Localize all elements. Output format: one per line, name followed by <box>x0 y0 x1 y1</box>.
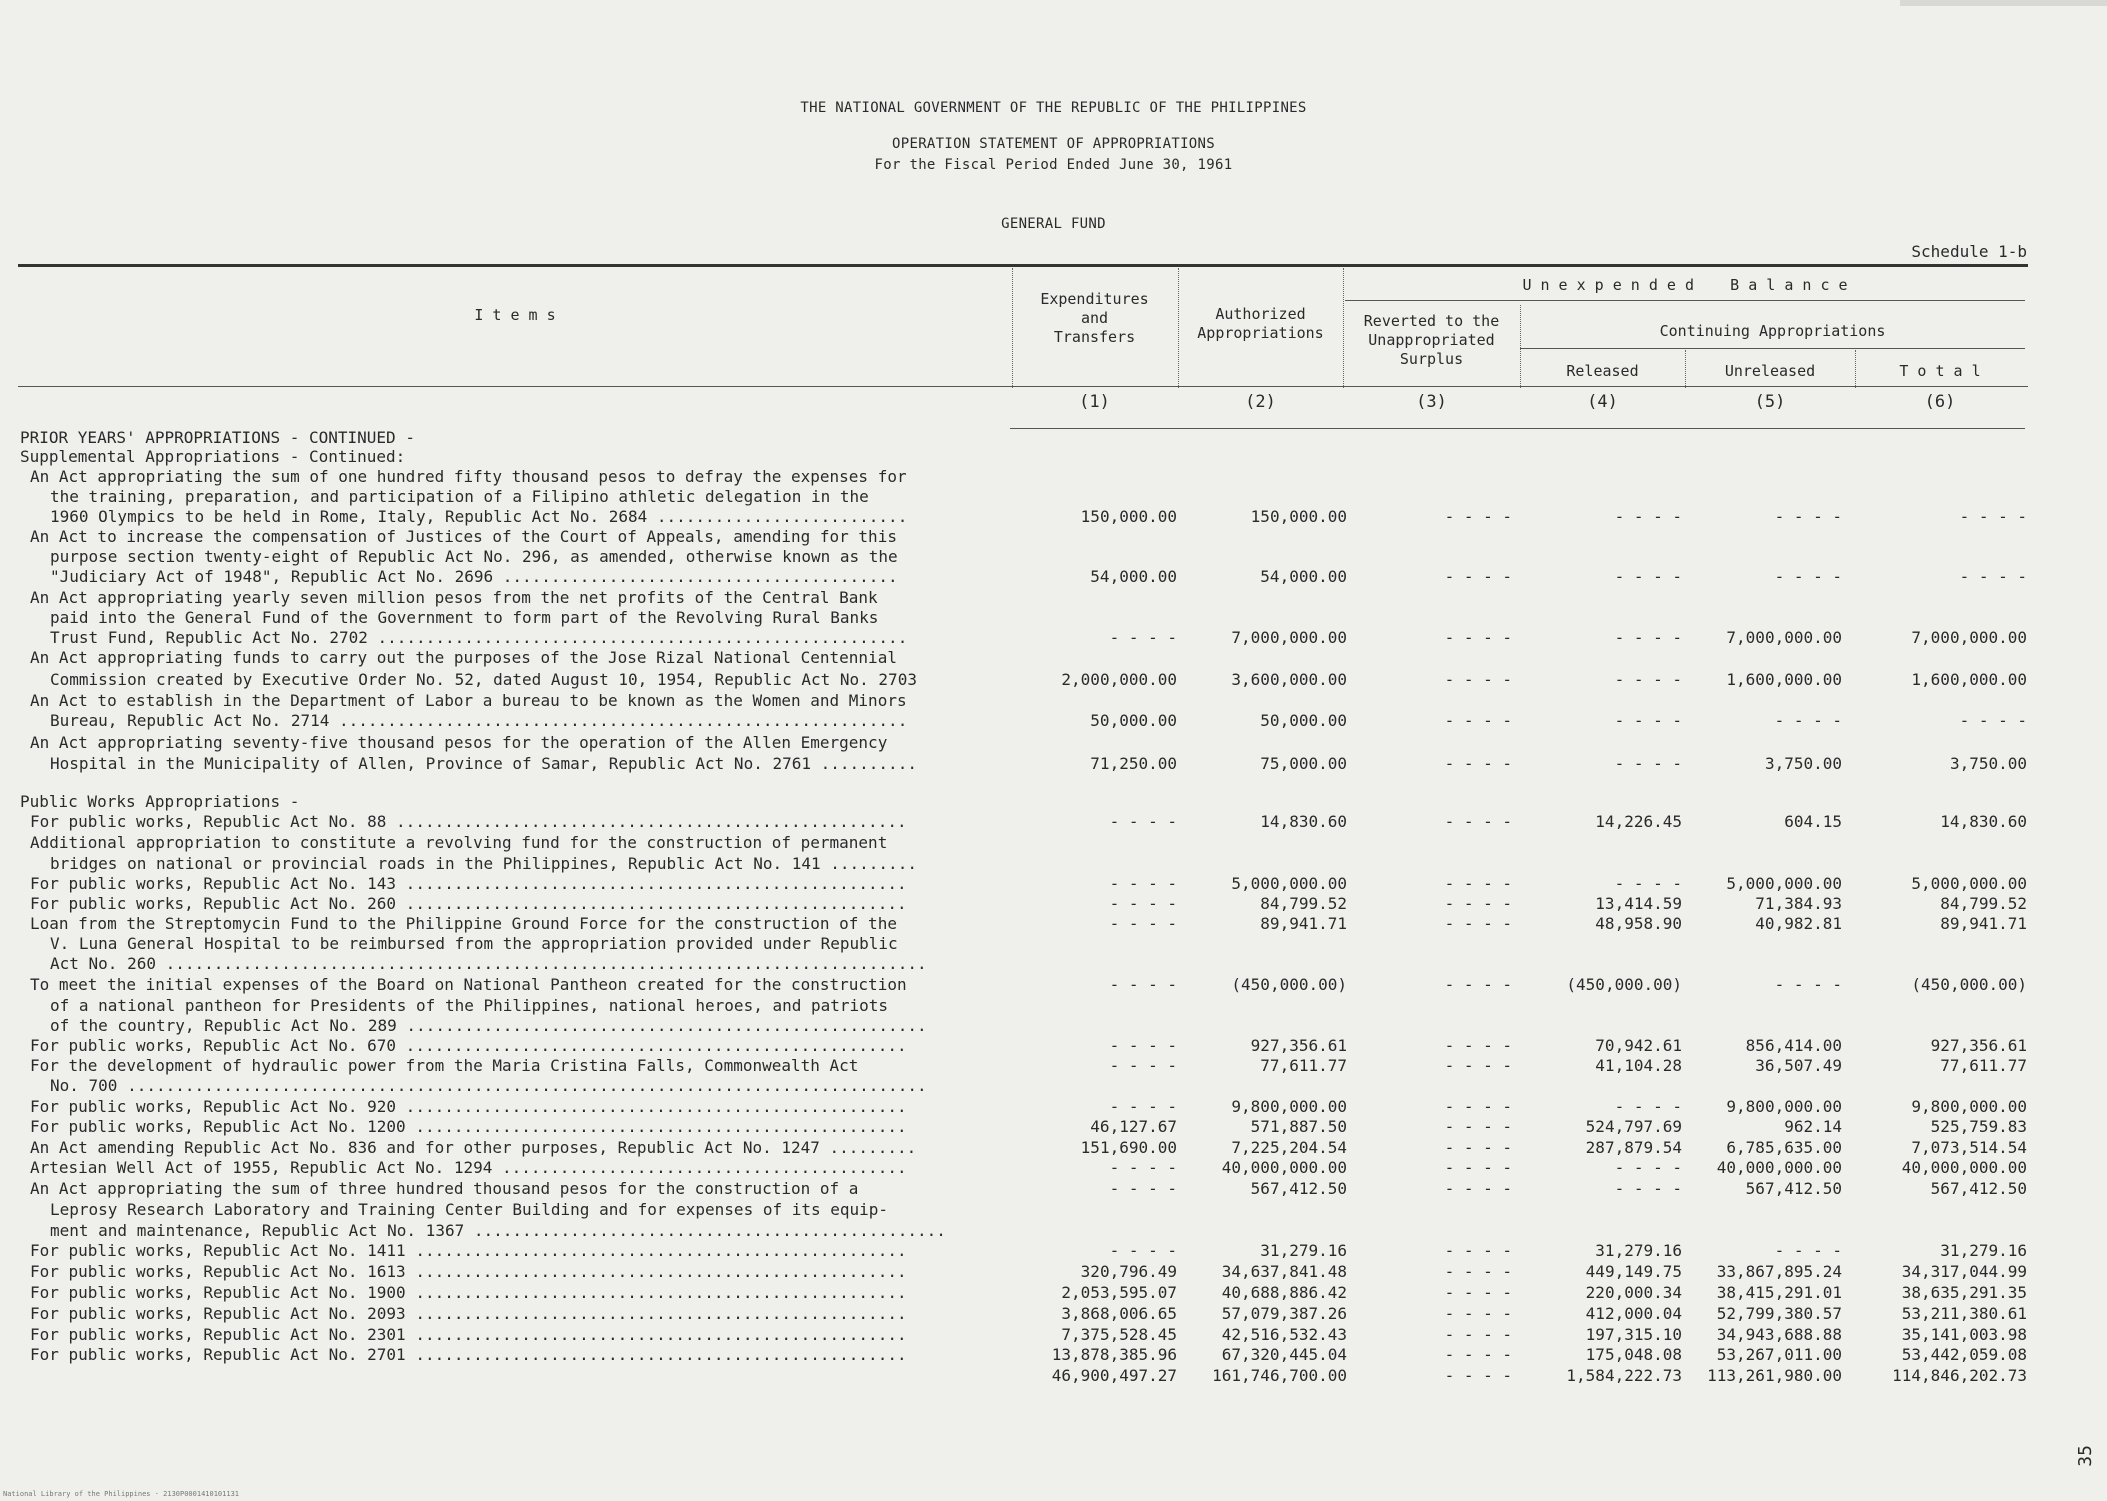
column-number-1: (1) <box>1079 392 1110 412</box>
row-value-col3: - - - - <box>1444 1366 1512 1385</box>
row-item-text: Hospital in the Municipality of Allen, Province of Samar, Republic Act No. 2761 .......... <box>50 754 917 773</box>
table-row <box>0 934 2107 954</box>
row-value-col5: - - - - <box>1774 975 1842 994</box>
row-value-col4: - - - - <box>1614 1097 1682 1116</box>
row-value-col4: - - - - <box>1614 507 1682 526</box>
table-row <box>0 1117 2107 1137</box>
row-item-text: "Judiciary Act of 1948", Republic Act No. 2696 ......................................... <box>50 567 898 586</box>
row-item-text: For public works, Republic Act No. 1200 ................................................... <box>30 1117 907 1136</box>
row-value-col4: 1,584,222.73 <box>1566 1366 1682 1385</box>
row-value-col5: 6,785,635.00 <box>1726 1138 1842 1157</box>
row-value-col3: - - - - <box>1444 1345 1512 1364</box>
row-value-col4: - - - - <box>1614 874 1682 893</box>
row-value-col5: - - - - <box>1774 1241 1842 1260</box>
row-value-col5: 33,867,895.24 <box>1716 1262 1842 1281</box>
row-value-col5: 567,412.50 <box>1745 1179 1842 1198</box>
report-heading-period: For the Fiscal Period Ended June 30, 1961 <box>874 157 1233 173</box>
table-row <box>0 1262 2107 1282</box>
table-row <box>0 1366 2107 1386</box>
row-item-text: For public works, Republic Act No. 2701 ................................................... <box>30 1345 907 1364</box>
table-row <box>0 1325 2107 1345</box>
row-value-col1: 3,868,006.65 <box>1061 1304 1177 1323</box>
continuing-appropriations-header: Continuing Appropriations <box>1659 322 1886 340</box>
row-value-col5: 1,600,000.00 <box>1726 670 1842 689</box>
row-item-text: bridges on national or provincial roads in the Philippines, Republic Act No. 141 ......... <box>50 854 917 873</box>
row-value-col2: 927,356.61 <box>1250 1036 1347 1055</box>
row-value-col6: 567,412.50 <box>1930 1179 2027 1198</box>
table-row <box>0 1076 2107 1096</box>
table-row <box>0 833 2107 853</box>
row-value-col2: (450,000.00) <box>1231 975 1347 994</box>
row-value-col3: - - - - <box>1444 1179 1512 1198</box>
column-number-3: (3) <box>1416 392 1447 412</box>
row-value-col2: 77,611.77 <box>1260 1056 1347 1075</box>
row-item-text: For public works, Republic Act No. 2301 ................................................... <box>30 1325 907 1344</box>
table-row <box>0 1304 2107 1324</box>
reverted-header-line2: Unappropriated <box>1368 331 1495 349</box>
table-row <box>0 1221 2107 1241</box>
row-value-col2: 31,279.16 <box>1260 1241 1347 1260</box>
table-row <box>0 467 2107 487</box>
items-column-header: I t e m s <box>474 306 556 324</box>
row-value-col6: 9,800,000.00 <box>1911 1097 2027 1116</box>
row-value-col2: 3,600,000.00 <box>1231 670 1347 689</box>
row-value-col5: 52,799,380.57 <box>1716 1304 1842 1323</box>
row-value-col1: 71,250.00 <box>1090 754 1177 773</box>
row-value-col6: - - - - <box>1959 711 2027 730</box>
row-item-text: PRIOR YEARS' APPROPRIATIONS - CONTINUED - <box>20 428 415 447</box>
row-value-col4: - - - - <box>1614 670 1682 689</box>
row-value-col1: 54,000.00 <box>1090 567 1177 586</box>
table-row <box>0 1200 2107 1220</box>
row-item-text: 1960 Olympics to be held in Rome, Italy, Republic Act No. 2684 .......................... <box>50 507 908 526</box>
row-value-col6: 5,000,000.00 <box>1911 874 2027 893</box>
table-row <box>0 854 2107 874</box>
row-value-col4: - - - - <box>1614 754 1682 773</box>
row-value-col5: 71,384.93 <box>1755 894 1842 913</box>
table-row <box>0 812 2107 832</box>
row-value-col1: - - - - <box>1109 1179 1177 1198</box>
row-value-col1: 13,878,385.96 <box>1051 1345 1177 1364</box>
row-value-col6: 3,750.00 <box>1949 754 2027 773</box>
row-value-col3: - - - - <box>1444 1158 1512 1177</box>
row-value-col3: - - - - <box>1444 754 1512 773</box>
row-value-col3: - - - - <box>1444 812 1512 831</box>
row-value-col1: 2,000,000.00 <box>1061 670 1177 689</box>
row-value-col4: 14,226.45 <box>1595 812 1682 831</box>
row-value-col5: 962.14 <box>1784 1117 1842 1136</box>
row-value-col3: - - - - <box>1444 1056 1512 1075</box>
row-value-col6: 53,442,059.08 <box>1901 1345 2027 1364</box>
row-value-col5: - - - - <box>1774 507 1842 526</box>
table-row <box>0 1016 2107 1036</box>
row-value-col3: - - - - <box>1444 1117 1512 1136</box>
row-value-col3: - - - - <box>1444 894 1512 913</box>
row-value-col6: 40,000,000.00 <box>1901 1158 2027 1177</box>
row-value-col6: - - - - <box>1959 567 2027 586</box>
row-value-col4: 197,315.10 <box>1585 1325 1682 1344</box>
row-item-text: For public works, Republic Act No. 1411 ................................................... <box>30 1241 907 1260</box>
row-value-col4: - - - - <box>1614 628 1682 647</box>
row-value-col1: - - - - <box>1109 1056 1177 1075</box>
row-value-col1: 50,000.00 <box>1090 711 1177 730</box>
row-value-col6: 84,799.52 <box>1940 894 2027 913</box>
row-value-col5: 40,982.81 <box>1755 914 1842 933</box>
row-value-col3: - - - - <box>1444 1262 1512 1281</box>
row-value-col4: - - - - <box>1614 711 1682 730</box>
row-item-text: For public works, Republic Act No. 1613 ................................................... <box>30 1262 907 1281</box>
unexpended-balance-header: U n e x p e n d e d B a l a n c e <box>1522 276 1848 294</box>
table-row <box>0 547 2107 567</box>
table-row <box>0 733 2107 753</box>
table-row <box>0 487 2107 507</box>
row-value-col1: - - - - <box>1109 812 1177 831</box>
table-row <box>0 1179 2107 1199</box>
row-item-text: ment and maintenance, Republic Act No. 1367 ................................................. <box>50 1221 946 1240</box>
row-value-col6: - - - - <box>1959 507 2027 526</box>
released-column-header: Released <box>1566 362 1639 380</box>
row-value-col6: 114,846,202.73 <box>1892 1366 2027 1385</box>
row-item-text: For the development of hydraulic power from the Maria Cristina Falls, Commonwealth Act <box>30 1056 859 1075</box>
table-row <box>0 588 2107 608</box>
row-item-text: An Act appropriating the sum of one hundred fifty thousand pesos to defray the expenses for <box>30 467 907 486</box>
row-value-col5: 38,415,291.01 <box>1716 1283 1842 1302</box>
row-item-text: Trust Fund, Republic Act No. 2702 ....................................................... <box>50 628 908 647</box>
total-column-header: T o t a l <box>1899 362 1981 380</box>
row-value-col4: 48,958.90 <box>1595 914 1682 933</box>
row-value-col3: - - - - <box>1444 1138 1512 1157</box>
row-value-col1: 7,375,528.45 <box>1061 1325 1177 1344</box>
row-item-text: An Act to establish in the Department of Labor a bureau to be known as the Women and Minors <box>30 691 907 710</box>
report-heading-government: THE NATIONAL GOVERNMENT OF THE REPUBLIC OF THE PHILIPPINES <box>800 100 1307 116</box>
row-value-col2: 5,000,000.00 <box>1231 874 1347 893</box>
table-row <box>0 754 2107 774</box>
row-item-text: Bureau, Republic Act No. 2714 ........................................................... <box>50 711 908 730</box>
row-value-col4: 449,149.75 <box>1585 1262 1682 1281</box>
table-row <box>0 1241 2107 1261</box>
authorized-header-line2: Appropriations <box>1197 324 1324 342</box>
row-item-text: For public works, Republic Act No. 88 ..................................................... <box>30 812 907 831</box>
row-value-col3: - - - - <box>1444 567 1512 586</box>
row-value-col3: - - - - <box>1444 1241 1512 1260</box>
row-value-col2: 9,800,000.00 <box>1231 1097 1347 1116</box>
table-row <box>0 874 2107 894</box>
row-value-col4: - - - - <box>1614 567 1682 586</box>
reverted-header-line1: Reverted to the <box>1363 312 1500 330</box>
row-value-col1: - - - - <box>1109 1036 1177 1055</box>
row-item-text: purpose section twenty-eight of Republic Act No. 296, as amended, otherwise known as the <box>50 547 898 566</box>
row-value-col6: 7,000,000.00 <box>1911 628 2027 647</box>
row-value-col2: 161,746,700.00 <box>1212 1366 1347 1385</box>
table-row <box>0 1056 2107 1076</box>
row-value-col1: 46,900,497.27 <box>1051 1366 1177 1385</box>
row-item-text: An Act appropriating yearly seven million pesos from the net profits of the Central Bank <box>30 588 878 607</box>
schedule-label: Schedule 1-b <box>1911 242 2027 261</box>
row-value-col6: 89,941.71 <box>1940 914 2027 933</box>
row-item-text: An Act amending Republic Act No. 836 and for other purposes, Republic Act No. 1247 ......... <box>30 1138 917 1157</box>
row-value-col6: 1,600,000.00 <box>1911 670 2027 689</box>
row-item-text: Act No. 260 ............................................................................... <box>50 954 927 973</box>
row-value-col1: - - - - <box>1109 975 1177 994</box>
column-number-4: (4) <box>1587 392 1618 412</box>
row-item-text: For public works, Republic Act No. 143 .................................................... <box>30 874 907 893</box>
expenditures-header-line2: and <box>1080 309 1109 327</box>
row-value-col4: 31,279.16 <box>1595 1241 1682 1260</box>
row-item-text: Leprosy Research Laboratory and Training Center Building and for expenses of its equip- <box>50 1200 889 1219</box>
expenditures-header-line1: Expenditures <box>1040 290 1149 308</box>
row-item-text: For public works, Republic Act No. 670 .................................................... <box>30 1036 907 1055</box>
row-value-col5: 53,267,011.00 <box>1716 1345 1842 1364</box>
row-value-col3: - - - - <box>1444 507 1512 526</box>
table-row <box>0 670 2107 690</box>
row-value-col2: 40,688,886.42 <box>1221 1283 1347 1302</box>
table-row <box>0 1036 2107 1056</box>
row-value-col4: 70,942.61 <box>1595 1036 1682 1055</box>
row-value-col2: 14,830.60 <box>1260 812 1347 831</box>
table-row <box>0 954 2107 974</box>
row-value-col3: - - - - <box>1444 914 1512 933</box>
row-item-text: An Act appropriating funds to carry out the purposes of the Jose Rizal National Centennial <box>30 648 897 667</box>
row-value-col1: - - - - <box>1109 1097 1177 1116</box>
row-item-text: Supplemental Appropriations - Continued: <box>20 447 406 466</box>
report-heading-fund: GENERAL FUND <box>1001 216 1106 232</box>
row-value-col2: 567,412.50 <box>1250 1179 1347 1198</box>
row-value-col3: - - - - <box>1444 1304 1512 1323</box>
row-value-col5: 36,507.49 <box>1755 1056 1842 1075</box>
table-row <box>0 1283 2107 1303</box>
row-value-col5: 7,000,000.00 <box>1726 628 1842 647</box>
table-row <box>0 711 2107 731</box>
table-row <box>0 648 2107 668</box>
table-row <box>0 996 2107 1016</box>
row-value-col3: - - - - <box>1444 711 1512 730</box>
row-value-col5: - - - - <box>1774 567 1842 586</box>
row-value-col1: - - - - <box>1109 874 1177 893</box>
row-value-col4: 524,797.69 <box>1585 1117 1682 1136</box>
row-value-col5: 9,800,000.00 <box>1726 1097 1842 1116</box>
row-value-col6: 34,317,044.99 <box>1901 1262 2027 1281</box>
authorized-header-line1: Authorized <box>1215 305 1306 323</box>
row-item-text: Loan from the Streptomycin Fund to the Philippine Ground Force for the construction of the <box>30 914 897 933</box>
table-row <box>0 567 2107 587</box>
column-number-5: (5) <box>1754 392 1786 412</box>
row-item-text: For public works, Republic Act No. 920 .................................................... <box>30 1097 907 1116</box>
row-item-text: For public works, Republic Act No. 1900 ................................................... <box>30 1283 907 1302</box>
row-value-col5: - - - - <box>1774 711 1842 730</box>
table-row <box>0 527 2107 547</box>
row-value-col2: 89,941.71 <box>1260 914 1347 933</box>
row-value-col5: 40,000,000.00 <box>1716 1158 1842 1177</box>
row-value-col1: 320,796.49 <box>1080 1262 1177 1281</box>
row-value-col2: 40,000,000.00 <box>1221 1158 1347 1177</box>
row-value-col6: 7,073,514.54 <box>1911 1138 2027 1157</box>
row-value-col5: 5,000,000.00 <box>1726 874 1842 893</box>
row-value-col5: 3,750.00 <box>1764 754 1842 773</box>
column-number-2: (2) <box>1245 392 1276 412</box>
reverted-header-line3: Surplus <box>1399 350 1464 368</box>
table-row <box>0 975 2107 995</box>
table-row <box>0 914 2107 934</box>
row-value-col2: 54,000.00 <box>1260 567 1347 586</box>
row-value-col2: 67,320,445.04 <box>1221 1345 1347 1364</box>
row-item-text: V. Luna General Hospital to be reimbursed from the appropriation provided under Republic <box>50 934 898 953</box>
table-row <box>0 894 2107 914</box>
row-value-col2: 75,000.00 <box>1260 754 1347 773</box>
row-value-col4: 287,879.54 <box>1585 1138 1682 1157</box>
row-item-text: of a national pantheon for Presidents of the Philippines, national heroes, and patriots <box>50 996 889 1015</box>
row-value-col5: 34,943,688.88 <box>1716 1325 1842 1344</box>
row-value-col2: 150,000.00 <box>1250 507 1347 526</box>
row-value-col4: - - - - <box>1614 1179 1682 1198</box>
row-item-text: No. 700 ................................................................................... <box>50 1076 927 1095</box>
row-value-col2: 7,000,000.00 <box>1231 628 1347 647</box>
row-value-col6: 53,211,380.61 <box>1901 1304 2027 1323</box>
row-value-col3: - - - - <box>1444 1325 1512 1344</box>
row-value-col5: 604.15 <box>1784 812 1842 831</box>
table-row <box>0 1345 2107 1365</box>
row-value-col1: 151,690.00 <box>1080 1138 1177 1157</box>
row-item-text: the training, preparation, and participation of a Filipino athletic delegation in the <box>50 487 869 506</box>
row-value-col3: - - - - <box>1444 628 1512 647</box>
row-value-col4: 41,104.28 <box>1595 1056 1682 1075</box>
row-value-col6: 927,356.61 <box>1930 1036 2027 1055</box>
row-value-col3: - - - - <box>1444 670 1512 689</box>
row-value-col2: 84,799.52 <box>1260 894 1347 913</box>
table-row <box>0 792 2107 812</box>
row-value-col1: - - - - <box>1109 628 1177 647</box>
row-value-col6: (450,000.00) <box>1911 975 2027 994</box>
row-value-col4: (450,000.00) <box>1566 975 1682 994</box>
row-value-col6: 77,611.77 <box>1940 1056 2027 1075</box>
row-value-col2: 42,516,532.43 <box>1221 1325 1347 1344</box>
row-value-col6: 35,141,003.98 <box>1901 1325 2027 1344</box>
row-value-col1: 150,000.00 <box>1080 507 1177 526</box>
row-item-text: For public works, Republic Act No. 2093 ................................................... <box>30 1304 907 1323</box>
row-value-col6: 38,635,291.35 <box>1901 1283 2027 1302</box>
unreleased-column-header: Unreleased <box>1724 362 1816 380</box>
row-item-text: For public works, Republic Act No. 260 .................................................... <box>30 894 907 913</box>
row-value-col1: - - - - <box>1109 894 1177 913</box>
row-value-col6: 525,759.83 <box>1930 1117 2027 1136</box>
row-value-col6: 31,279.16 <box>1940 1241 2027 1260</box>
row-item-text: To meet the initial expenses of the Board on National Pantheon created for the construction <box>30 975 907 994</box>
table-row <box>0 447 2107 467</box>
table-row <box>0 608 2107 628</box>
row-value-col4: 175,048.08 <box>1585 1345 1682 1364</box>
row-value-col2: 50,000.00 <box>1260 711 1347 730</box>
report-heading-title: OPERATION STATEMENT OF APPROPRIATIONS <box>892 136 1215 152</box>
row-item-text: Artesian Well Act of 1955, Republic Act No. 1294 .......................................... <box>30 1158 907 1177</box>
row-value-col2: 7,225,204.54 <box>1231 1138 1347 1157</box>
row-value-col2: 34,637,841.48 <box>1221 1262 1347 1281</box>
row-value-col1: 46,127.67 <box>1090 1117 1177 1136</box>
row-item-text: An Act to increase the compensation of Justices of the Court of Appeals, amending for this <box>30 527 897 546</box>
row-item-text: An Act appropriating seventy-five thousand pesos for the operation of the Allen Emergency <box>30 733 888 752</box>
row-item-text: Commission created by Executive Order No. 52, dated August 10, 1954, Republic Act No. 2703 <box>50 670 917 689</box>
expenditures-header-line3: Transfers <box>1053 328 1136 346</box>
row-value-col3: - - - - <box>1444 1097 1512 1116</box>
row-value-col4: 220,000.34 <box>1585 1283 1682 1302</box>
row-value-col1: 2,053,595.07 <box>1061 1283 1177 1302</box>
page-number: 35 <box>2075 1445 2096 1467</box>
table-row <box>0 691 2107 711</box>
scan-footer: National Library of the Philippines · 2130P0001410101131 <box>3 1490 240 1498</box>
row-value-col5: 113,261,980.00 <box>1707 1366 1842 1385</box>
row-item-text: Public Works Appropriations - <box>20 792 300 811</box>
row-value-col3: - - - - <box>1444 975 1512 994</box>
row-value-col3: - - - - <box>1444 1283 1512 1302</box>
row-item-text: of the country, Republic Act No. 289 ...................................................... <box>50 1016 927 1035</box>
row-value-col4: 13,414.59 <box>1595 894 1682 913</box>
row-value-col1: - - - - <box>1109 1158 1177 1177</box>
row-value-col1: - - - - <box>1109 1241 1177 1260</box>
column-number-6: (6) <box>1924 392 1956 412</box>
row-value-col1: - - - - <box>1109 914 1177 933</box>
row-value-col5: 856,414.00 <box>1745 1036 1842 1055</box>
row-value-col6: 14,830.60 <box>1940 812 2027 831</box>
row-value-col2: 571,887.50 <box>1250 1117 1347 1136</box>
row-value-col2: 57,079,387.26 <box>1221 1304 1347 1323</box>
row-value-col4: - - - - <box>1614 1158 1682 1177</box>
table-row <box>0 628 2107 648</box>
row-value-col3: - - - - <box>1444 1036 1512 1055</box>
table-row <box>0 1138 2107 1158</box>
table-row <box>0 1158 2107 1178</box>
table-row <box>0 507 2107 527</box>
row-value-col4: 412,000.04 <box>1585 1304 1682 1323</box>
table-row <box>0 428 2107 448</box>
table-row <box>0 1097 2107 1117</box>
row-item-text: paid into the General Fund of the Government to form part of the Revolving Rural Banks <box>50 608 879 627</box>
row-value-col3: - - - - <box>1444 874 1512 893</box>
row-item-text: An Act appropriating the sum of three hundred thousand pesos for the construction of a <box>30 1179 859 1198</box>
row-item-text: Additional appropriation to constitute a revolving fund for the construction of permanent <box>30 833 888 852</box>
